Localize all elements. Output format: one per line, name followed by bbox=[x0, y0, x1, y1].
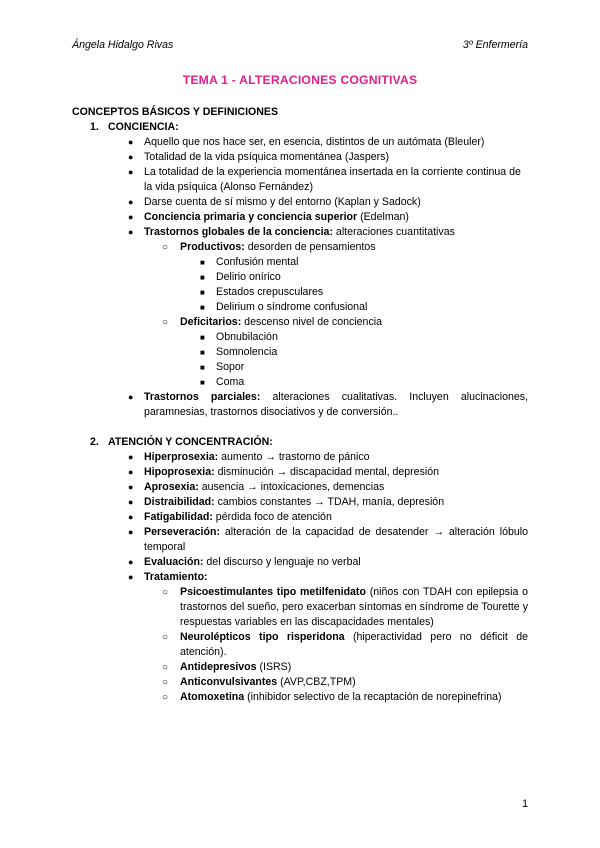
page-title: TEMA 1 - ALTERACIONES COGNITIVAS bbox=[182, 73, 418, 87]
list-item: ● Trastornos globales de la conciencia: alteraciones cuantitativas ○ Productivos: desorden de pensamientos ■ Confusión mental ■ Delirio onírico ■ Estados crepusculares ■ Delirium o síndrome confusional ○ Deficitarios: descenso nivel de conciencia ■ Obnubilación ■ Somnolencia ■ Sopor ■ Coma bbox=[72, 225, 528, 390]
circle-bullet-icon: ○ bbox=[162, 692, 169, 703]
list-item: ● Totalidad de la vida psíquica momentánea (Jaspers) bbox=[128, 151, 389, 163]
square-bullet-icon: ■ bbox=[200, 378, 205, 387]
list-item: ○ Productivos: desorden de pensamientos ■ Confusión mental ■ Delirio onírico ■ Estados crepusculares ■ Delirium o síndrome confusional bbox=[144, 240, 528, 315]
square-bullet-icon: ■ bbox=[200, 363, 205, 372]
square-bullet-icon: ■ bbox=[200, 333, 205, 342]
bullet-icon: ● bbox=[128, 527, 134, 537]
list-item: ● Hipoprosexia: disminución → discapacidad mental, depresión bbox=[128, 466, 439, 478]
bullet-icon: ● bbox=[128, 392, 134, 402]
bullet-icon: ● bbox=[128, 227, 134, 237]
square-bullet-icon: ■ bbox=[200, 273, 205, 282]
section-2-number: 2. bbox=[90, 436, 99, 448]
list-item: ● Distraibilidad: cambios constantes → TDAH, manía, depresión bbox=[128, 496, 445, 508]
circle-bullet-icon: ○ bbox=[162, 587, 169, 598]
bullet-icon: ● bbox=[128, 572, 134, 582]
bullet-icon: ● bbox=[128, 482, 134, 492]
list-item: ■ Delirium o síndrome confusional bbox=[200, 301, 368, 313]
section-2-list bbox=[72, 450, 528, 705]
list-item: ● Perseveración: alteración de la capacidad de desatender → alteración lóbulo temporal bbox=[128, 526, 528, 553]
sublist bbox=[180, 255, 528, 315]
bullet-icon: ● bbox=[128, 212, 134, 222]
bullet-icon: ● bbox=[128, 512, 134, 522]
sublist bbox=[180, 330, 528, 390]
section-1-list bbox=[72, 135, 528, 420]
bullet-icon: ● bbox=[128, 197, 134, 207]
circle-bullet-icon: ○ bbox=[162, 662, 169, 673]
list-item: ○ Deficitarios: descenso nivel de conciencia ■ Obnubilación ■ Somnolencia ■ Sopor ■ Coma bbox=[144, 315, 528, 390]
list-item: ■ Coma bbox=[200, 376, 245, 388]
square-bullet-icon: ■ bbox=[200, 348, 205, 357]
list-item: ○ Neurolépticos tipo risperidona (hiperactividad pero no déficit de atención). bbox=[162, 631, 528, 658]
sublist bbox=[144, 240, 528, 390]
list-item: ● Aprosexia: ausencia → intoxicaciones, demencias bbox=[128, 481, 385, 493]
list-item: ○ Antidepresivos (ISRS) bbox=[162, 661, 292, 673]
bullet-icon: ● bbox=[128, 152, 134, 162]
list-item: ● La totalidad de la experiencia momentánea insertada en la corriente continua de la vida psíquica (Alonso Fernández) bbox=[128, 166, 521, 193]
list-item: ● Fatigabilidad: pérdida foco de atención bbox=[128, 511, 332, 523]
square-bullet-icon: ■ bbox=[200, 258, 205, 267]
sublist bbox=[144, 585, 528, 705]
page-number: 1 bbox=[522, 798, 528, 810]
section-1-heading bbox=[72, 120, 528, 135]
list-item: ● Trastornos parciales: alteraciones cualitativas. Incluyen alucinaciones, paramnesias, trastornos disociativos y de conversión.. bbox=[128, 391, 528, 418]
list-item: ● Conciencia primaria y conciencia superior (Edelman) bbox=[128, 211, 409, 223]
list-item: ■ Delirio onírico bbox=[200, 271, 281, 283]
bullet-icon: ● bbox=[128, 167, 134, 177]
list-item: ■ Obnubilación bbox=[200, 331, 278, 343]
circle-bullet-icon: ○ bbox=[162, 242, 169, 253]
section-2-title: ATENCIÓN Y CONCENTRACIÓN: bbox=[108, 436, 273, 448]
square-bullet-icon: ■ bbox=[200, 288, 205, 297]
circle-bullet-icon: ○ bbox=[162, 632, 169, 643]
bullet-icon: ● bbox=[128, 557, 134, 567]
list-item: ○ Atomoxetina (inhibidor selectivo de la recaptación de norepinefrina) bbox=[162, 691, 502, 703]
section-1-title: CONCIENCIA: bbox=[108, 121, 179, 133]
list-item: ● Evaluación: del discurso y lenguaje no verbal bbox=[128, 556, 361, 568]
section-1-number: 1. bbox=[90, 121, 99, 133]
list-item: ○ Anticonvulsivantes (AVP,CBZ,TPM) bbox=[162, 676, 356, 688]
list-item: ■ Estados crepusculares bbox=[200, 286, 324, 298]
circle-bullet-icon: ○ bbox=[162, 677, 169, 688]
square-bullet-icon: ■ bbox=[200, 303, 205, 312]
list-item: ■ Somnolencia bbox=[200, 346, 278, 358]
section-2-heading bbox=[72, 435, 528, 450]
list-item: ■ Sopor bbox=[200, 361, 245, 373]
list-item: ○ Psicoestimulantes tipo metilfenidato (niños con TDAH con epilepsia o trastornos del sueño, pero exacerban síntomas en síndrome de Tourette y respuestas variables en las discapacidades mentales) bbox=[162, 586, 529, 628]
header-author: Ángela Hidalgo Rivas bbox=[72, 39, 174, 51]
list-item: ● Hiperprosexia: aumento → trastorno de pánico bbox=[128, 451, 370, 463]
document-body bbox=[72, 105, 528, 705]
section-heading: CONCEPTOS BÁSICOS Y DEFINICIONES bbox=[72, 106, 279, 118]
list-item: ● Aquello que nos hace ser, en esencia, distintos de un autómata (Bleuler) bbox=[128, 136, 485, 148]
bullet-icon: ● bbox=[128, 452, 134, 462]
bullet-icon: ● bbox=[128, 467, 134, 477]
list-item: ● Darse cuenta de sí mismo y del entorno (Kaplan y Sadock) bbox=[128, 196, 421, 208]
header-course: 3º Enfermería bbox=[462, 39, 528, 51]
bullet-icon: ● bbox=[128, 137, 134, 147]
circle-bullet-icon: ○ bbox=[162, 317, 169, 328]
list-item: ● Tratamiento: ○ Psicoestimulantes tipo metilfenidato (niños con TDAH con epilepsia o trastornos del sueño, pero exacerban síntomas en síndrome de Tourette y respuestas variables en las discapacidades mentales) ○ Neurolépticos tipo risperidona (hiperactividad pero no déficit de atención). ○ Antidepresivos (ISRS) ○ Anticonvulsivantes (AVP,CBZ,TPM) ○ Atomoxetina (inhibidor selectivo de la recaptación de norepinefrina) bbox=[128, 571, 529, 703]
bullet-icon: ● bbox=[128, 497, 134, 507]
list-item: ■ Confusión mental bbox=[200, 256, 299, 268]
